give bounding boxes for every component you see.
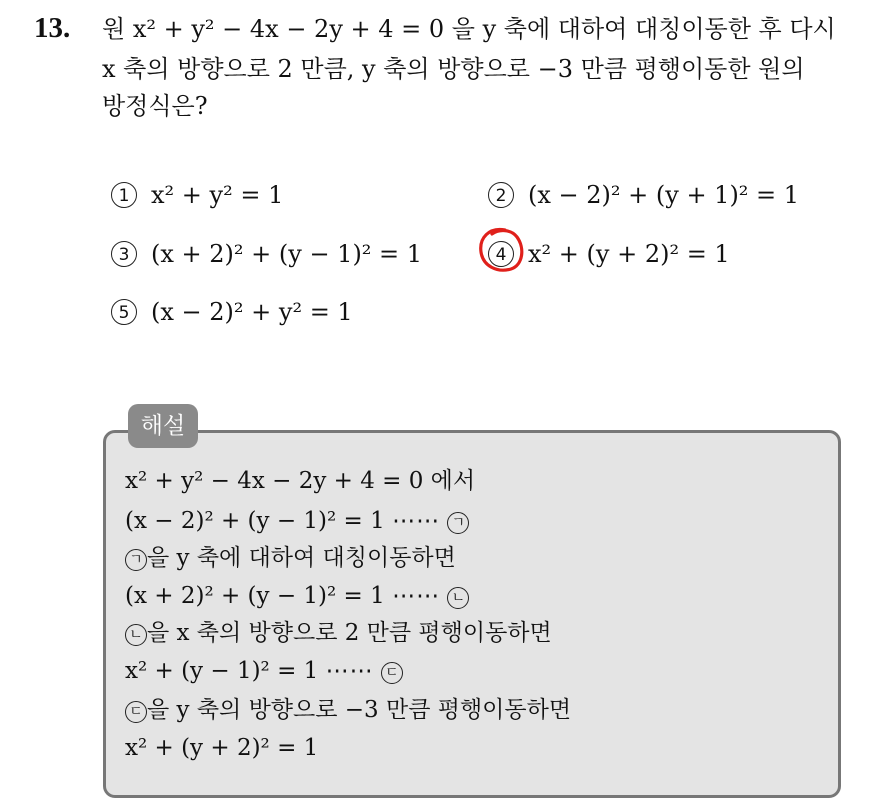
choice-2[interactable] [488, 178, 799, 212]
choice-2-text: (x − 2)² + (y + 1)² = 1 [528, 181, 800, 209]
question-text-line-2: x 축의 방향으로 2 만큼, y 축의 방향으로 −3 만큼 평행이동한 원의 [102, 55, 805, 83]
choice-5-marker: 5 [111, 299, 137, 325]
solution-dots: ⋯⋯ [325, 658, 374, 684]
choice-5-text: (x − 2)² + y² = 1 [151, 298, 353, 326]
ref-marker-b: ㄴ [447, 587, 469, 609]
question-text-line-1: 원 x² + y² − 4x − 2y + 4 = 0 을 y 축에 대하여 대칭이동한 후 다시 [102, 15, 836, 43]
choice-4-marker: 4 [488, 241, 514, 267]
choice-5[interactable] [111, 295, 353, 329]
solution-line-3-text: 을 y 축에 대하여 대칭이동하면 [147, 545, 456, 571]
choice-4[interactable] [488, 237, 730, 271]
ref-marker-c: ㄷ [125, 701, 147, 723]
choice-1-text: x² + y² = 1 [151, 181, 284, 209]
solution-line-8: x² + (y + 2)² = 1 [125, 735, 319, 761]
question-text-line-3: 방정식은? [102, 92, 208, 120]
solution-line-6-text: x² + (y − 1)² = 1 [125, 658, 319, 684]
choice-1-marker: 1 [111, 182, 137, 208]
choice-3-marker: 3 [111, 241, 137, 267]
question-number: 13. [34, 12, 71, 44]
choice-1[interactable] [111, 178, 283, 212]
solution-dots: ⋯⋯ [392, 508, 441, 534]
solution-line-7 [125, 694, 571, 726]
choice-2-marker: 2 [488, 182, 514, 208]
solution-line-2-text: (x − 2)² + (y − 1)² = 1 [125, 508, 385, 534]
solution-line-4 [125, 580, 469, 612]
solution-tab-label: 해설 [128, 404, 198, 448]
choice-4-text: x² + (y + 2)² = 1 [528, 240, 730, 268]
ref-marker-c: ㄷ [381, 662, 403, 684]
solution-line-7-text: 을 y 축의 방향으로 −3 만큼 평행이동하면 [147, 697, 572, 723]
solution-line-5 [125, 617, 552, 649]
solution-line-1: x² + y² − 4x − 2y + 4 = 0 에서 [125, 468, 476, 494]
solution-line-6 [125, 655, 403, 687]
solution-line-2 [125, 505, 469, 537]
choice-3-text: (x + 2)² + (y − 1)² = 1 [151, 240, 423, 268]
solution-line-3 [125, 542, 456, 574]
ref-marker-b: ㄴ [125, 624, 147, 646]
ref-marker-a: ㄱ [125, 549, 147, 571]
solution-line-4-text: (x + 2)² + (y − 1)² = 1 [125, 583, 385, 609]
ref-marker-a: ㄱ [447, 512, 469, 534]
solution-line-5-text: 을 x 축의 방향으로 2 만큼 평행이동하면 [147, 620, 552, 646]
choice-3[interactable] [111, 237, 422, 271]
solution-dots: ⋯⋯ [392, 583, 441, 609]
